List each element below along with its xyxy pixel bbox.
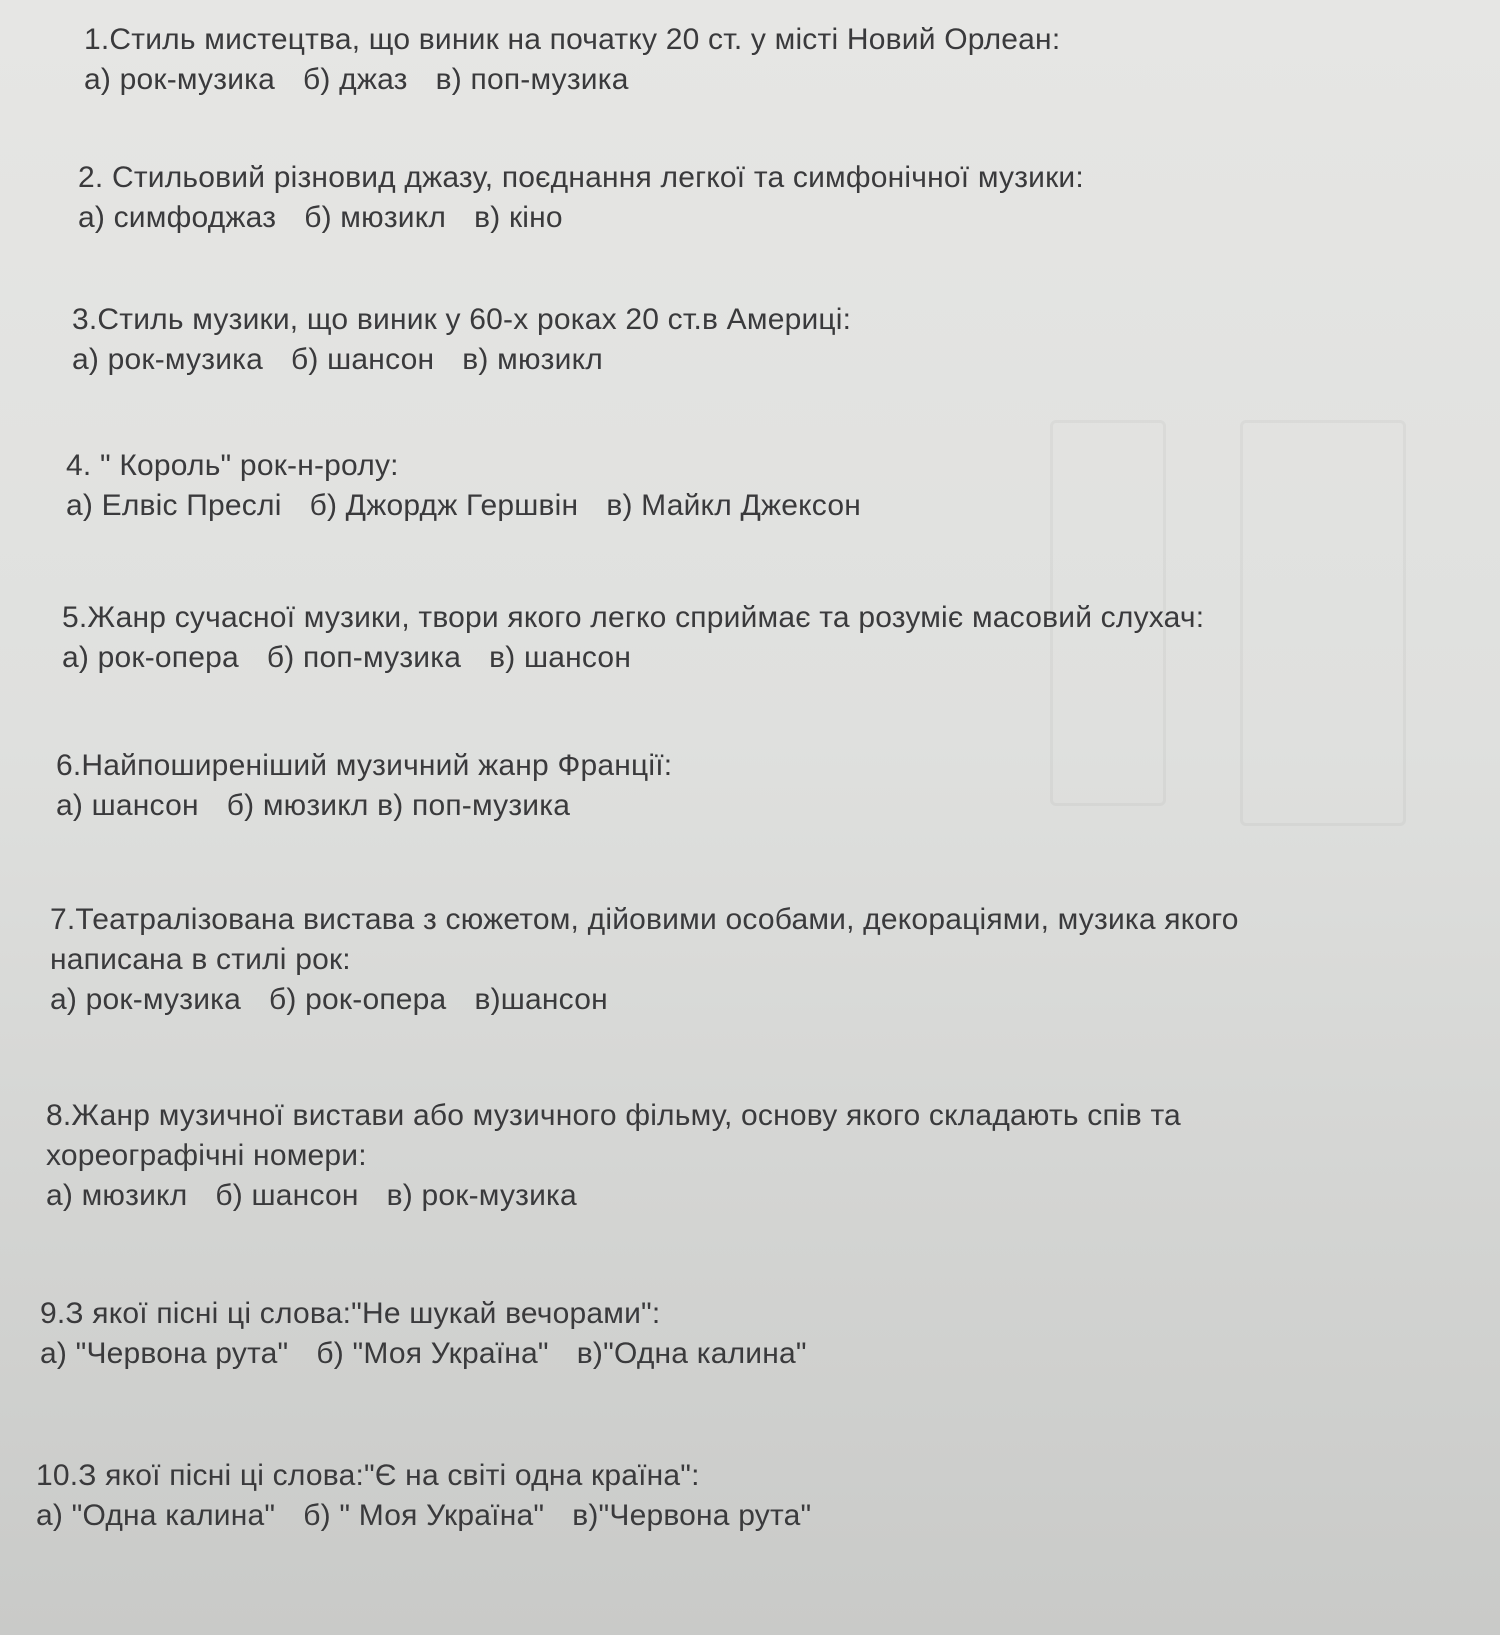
- answer-option: б) шансон: [291, 343, 435, 376]
- answer-option: б) Джордж Гершвін: [309, 489, 579, 522]
- question-text: 8.Жанр музичної вистави або музичного фільму, основу якого складають спів та: [46, 1099, 1181, 1132]
- answer-options: [40, 1334, 807, 1374]
- question-text: 2. Стильовий різновид джазу, поєднання легкої та симфонічної музики:: [78, 161, 1084, 194]
- answer-option: б) поп-музика: [266, 641, 462, 674]
- answer-option: в)"Одна калина": [576, 1337, 807, 1370]
- answer-option: в) кіно: [474, 201, 563, 234]
- question-5: [62, 598, 1204, 678]
- question-text: 3.Стиль музики, що виник у 60-х роках 20 ст.в Америці:: [72, 303, 852, 336]
- answer-option: в) Майкл Джексон: [606, 489, 861, 522]
- answer-option: а) "Червона рута": [40, 1337, 289, 1370]
- answer-option: б) "Моя Україна": [316, 1337, 549, 1370]
- question-2: [78, 158, 1084, 238]
- answer-option: б) шансон: [215, 1179, 359, 1212]
- answer-option: а) мюзикл: [46, 1179, 188, 1212]
- answer-options: [50, 980, 1239, 1020]
- answer-option: б) " Моя Україна": [303, 1499, 545, 1532]
- question-text: 10.З якої пісні ці слова:"Є на світі одна країна":: [36, 1459, 700, 1492]
- answer-option: а) шансон: [56, 789, 199, 822]
- answer-options: [66, 486, 861, 526]
- answer-option: в) шансон: [489, 641, 632, 674]
- question-4: [66, 446, 861, 526]
- question-text: 5.Жанр сучасної музики, твори якого легко сприймає та розуміє масовий слухач:: [62, 601, 1205, 634]
- answer-option: б) мюзикл в) поп-музика: [226, 789, 571, 822]
- answer-options: [84, 60, 1060, 100]
- answer-option: б) рок-опера: [269, 983, 447, 1016]
- answer-option: а) рок-опера: [62, 641, 239, 674]
- answer-options: [72, 340, 851, 380]
- answer-option: в) поп-музика: [435, 63, 629, 96]
- question-text: 6.Найпоширеніший музичний жанр Франції:: [56, 749, 673, 782]
- question-text-continued: хореографічні номери:: [46, 1139, 367, 1172]
- question-text-continued: написана в стилі рок:: [50, 943, 351, 976]
- question-text: 7.Театралізована вистава з сюжетом, дійовими особами, декораціями, музика якого: [50, 903, 1239, 936]
- answer-option: в)шансон: [474, 983, 608, 1016]
- question-9: [40, 1294, 807, 1374]
- answer-option: а) "Одна калина": [36, 1499, 276, 1532]
- question-text: 4. " Король" рок-н-ролу:: [66, 449, 399, 482]
- question-6: [56, 746, 672, 826]
- answer-option: б) джаз: [303, 63, 408, 96]
- answer-options: [78, 198, 1084, 238]
- question-1: [84, 20, 1060, 100]
- answer-option: а) Елвіс Преслі: [66, 489, 282, 522]
- answer-option: а) рок-музика: [72, 343, 264, 376]
- question-10: [36, 1456, 811, 1536]
- question-7: [50, 900, 1239, 1020]
- answer-options: [46, 1176, 1181, 1216]
- show-through-shape: [1240, 420, 1406, 826]
- answer-options: [62, 638, 1204, 678]
- question-text: 9.З якої пісні ці слова:"Не шукай вечорами":: [40, 1297, 661, 1330]
- question-8: [46, 1096, 1181, 1216]
- answer-option: а) симфоджаз: [78, 201, 277, 234]
- question-3: [72, 300, 851, 380]
- answer-options: [56, 786, 672, 826]
- answer-option: а) рок-музика: [84, 63, 276, 96]
- answer-option: а) рок-музика: [50, 983, 242, 1016]
- answer-option: б) мюзикл: [304, 201, 447, 234]
- answer-option: в) мюзикл: [462, 343, 603, 376]
- answer-option: в)"Червона рута": [572, 1499, 812, 1532]
- answer-options: [36, 1496, 811, 1536]
- question-text: 1.Стиль мистецтва, що виник на початку 20 ст. у місті Новий Орлеан:: [84, 23, 1061, 56]
- answer-option: в) рок-музика: [386, 1179, 577, 1212]
